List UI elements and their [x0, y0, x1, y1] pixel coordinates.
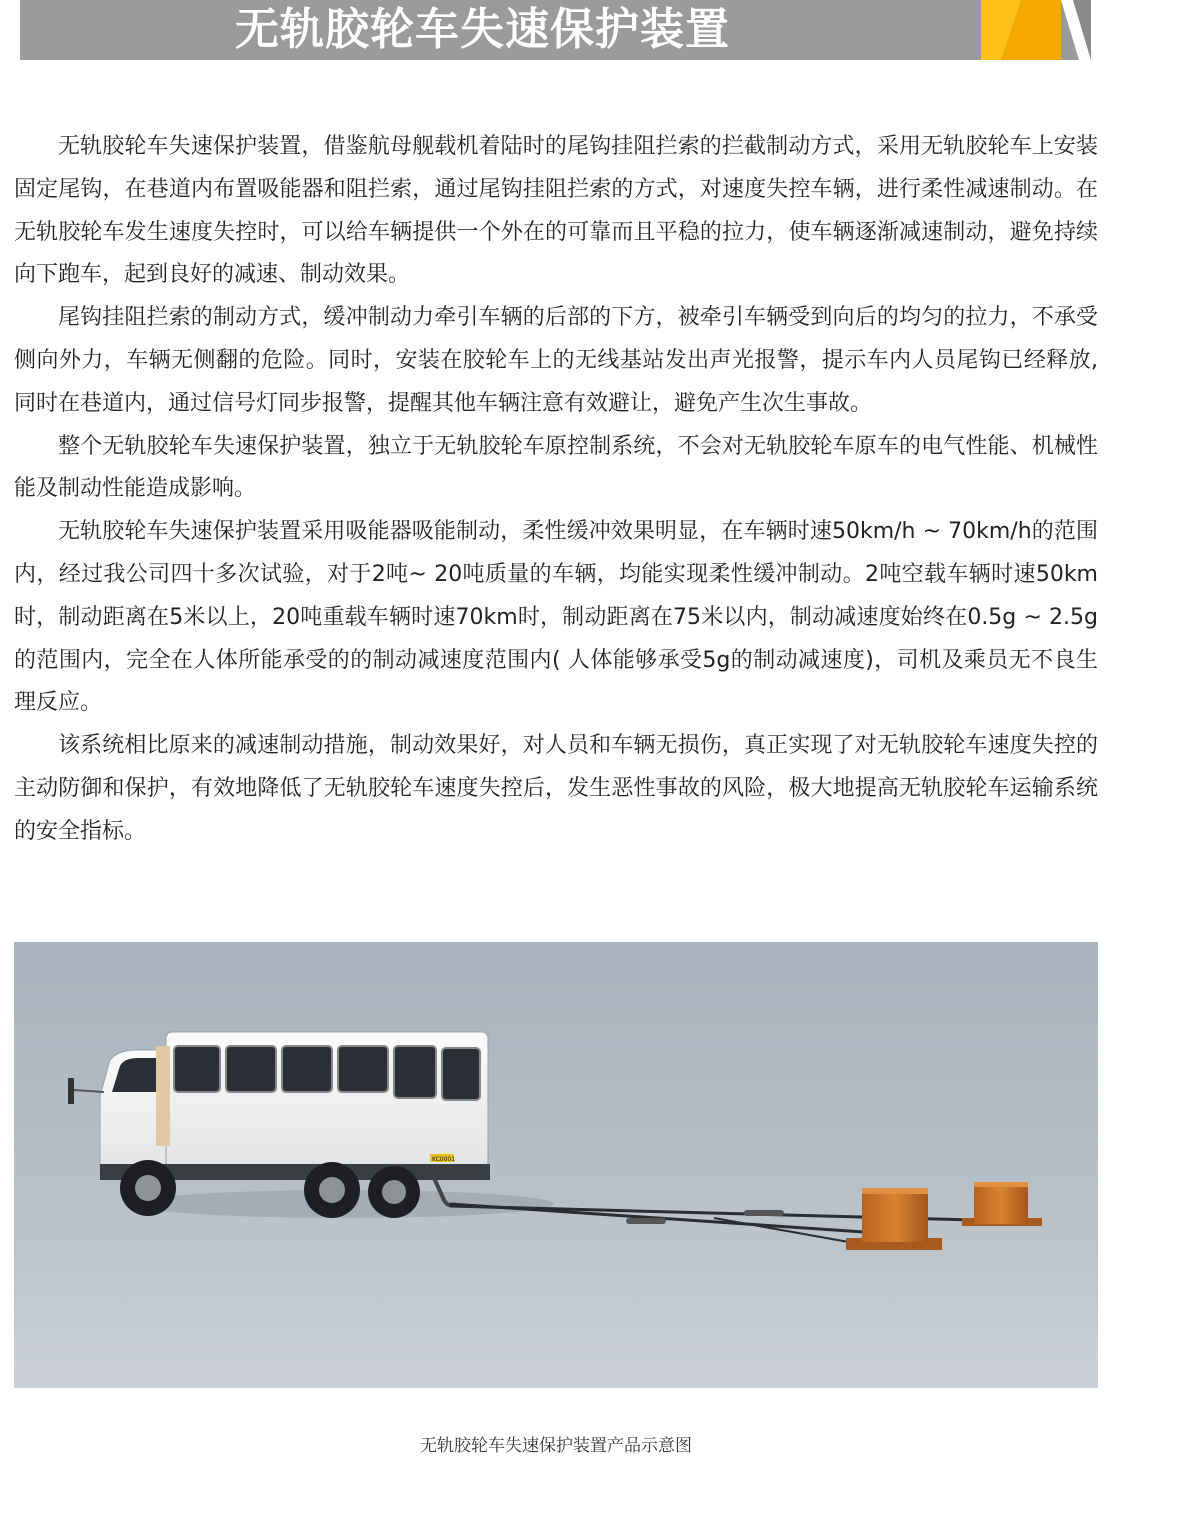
banner-accent-graphic	[981, 0, 1091, 60]
paragraph-1: 无轨胶轮车失速保护装置，借鉴航母舰载机着陆时的尾钩挂阻拦索的拦截制动方式，采用无轨胶轮车上安装固定尾钩，在巷道内布置吸能器和阻拦索，通过尾钩挂阻拦索的方式，对速度失控车辆，进行柔性减速制动。在无轨胶轮车发生速度失控时，可以给车辆提供一个外在的可靠而且平稳的拉力，使车辆逐渐减速制动，避免持续向下跑车，起到良好的减速、制动效果。	[14, 134, 1098, 288]
illustration-svg	[14, 942, 1098, 1388]
paragraph-5: 该系统相比原来的减速制动措施，制动效果好，对人员和车辆无损伤，真正实现了对无轨胶轮车速度失控的主动防御和保护，有效地降低了无轨胶轮车速度失控后，发生恶性事故的风险，极大地提高无轨胶轮车运输系统的安全指标。	[14, 733, 1098, 844]
figure-caption: 无轨胶轮车失速保护装置产品示意图	[420, 1436, 692, 1456]
paragraph-4: 无轨胶轮车失速保护装置采用吸能器吸能制动，柔性缓冲效果明显，在车辆时速50km/h ~ 70km/h的范围内，经过我公司四十多次试验，对于2吨~ 20吨质量的车辆，均能实现柔性缓冲制动。2吨空载车辆时速50km时，制动距离在5米以上，20吨重载车辆时速70km时，制动距离在75米以内，制动减速度始终在0.5g ~ 2.5g的范围内，完全在人体所能承受的的制动减速度范围内( 人体能够承受5g的制动减速度)，司机及乘员无不良生理反应。	[14, 519, 1098, 716]
license-plate: KC0001	[432, 1156, 456, 1163]
title-banner	[20, 0, 1091, 60]
page-title: 无轨胶轮车失速保护装置	[235, 4, 730, 55]
article-body	[14, 126, 1098, 854]
paragraph-2: 尾钩挂阻拦索的制动方式，缓冲制动力牵引车辆的后部的下方，被牵引车辆受到向后的均匀的拉力，不承受侧向外力，车辆无侧翻的危险。同时，安装在胶轮车上的无线基站发出声光报警，提示车内人员尾钩已经释放,同时在巷道内，通过信号灯同步报警，提醒其他车辆注意有效避让，避免产生次生事故。	[14, 305, 1098, 416]
paragraph-3: 整个无轨胶轮车失速保护装置，独立于无轨胶轮车原控制系统，不会对无轨胶轮车原车的电气性能、机械性能及制动性能造成影响。	[14, 433, 1098, 502]
product-illustration	[14, 942, 1098, 1388]
